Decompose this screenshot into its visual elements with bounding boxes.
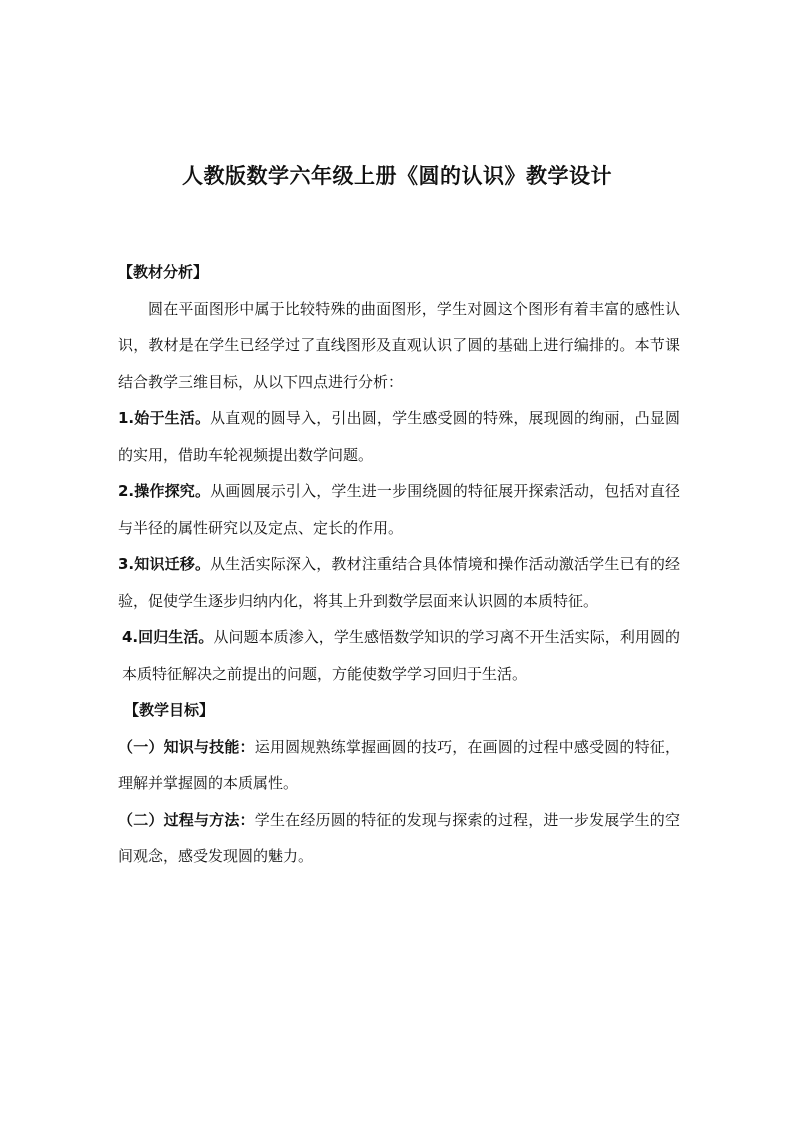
analysis-point-1-text: 从直观的圆导入，引出圆，学生感受圆的特殊，展现圆的绚丽，凸显圆的实用，借助车轮视频提出数学问题。: [118, 409, 680, 464]
analysis-point-4-text: 从问题本质渗入，学生感悟数学知识的学习离不开生活实际，利用圆的本质特征解决之前提出的问题，方能使数学学习回归于生活。: [122, 628, 680, 683]
goal-knowledge-skills-text: 运用圆规熟练掌握画圆的技巧，在画圆的过程中感受圆的特征，理解并掌握圆的本质属性。: [118, 737, 680, 792]
analysis-point-1-lead: 1.始于生活。: [118, 409, 211, 427]
document-body: [118, 254, 680, 875]
analysis-point-1: [118, 400, 680, 473]
analysis-point-4: [118, 619, 680, 692]
goal-knowledge-skills-lead: （一）知识与技能：: [118, 737, 255, 756]
analysis-point-2-text: 从画圆展示引入，学生进一步围绕圆的特征展开探索活动，包括对直径与半径的属性研究以及定点、定长的作用。: [118, 482, 680, 537]
goal-knowledge-skills: [118, 729, 680, 802]
goal-process-methods-text: 学生在经历圆的特征的发现与探索的过程，进一步发展学生的空间观念，感受发现圆的魅力。: [118, 810, 680, 865]
textbook-analysis-intro: 圆在平面图形中属于比较特殊的曲面图形，学生对圆这个图形有着丰富的感性认识，教材是在学生已经学过了直线图形及直观认识了圆的基础上进行编排的。本节课结合教学三维目标，从以下四点进行分析：: [118, 299, 680, 391]
analysis-point-2: [118, 473, 680, 546]
analysis-point-4-lead: 4.回归生活。: [122, 628, 214, 646]
section-heading-textbook-analysis: 【教材分析】: [118, 263, 209, 281]
analysis-point-3: [118, 546, 680, 619]
analysis-point-3-lead: 3.知识迁移。: [118, 555, 211, 573]
goal-process-methods: [118, 802, 680, 875]
analysis-point-2-lead: 2.操作探究。: [118, 482, 211, 500]
section-heading-teaching-goals: 【教学目标】: [124, 701, 215, 719]
document-title: 人教版数学六年级上册《圆的认识》教学设计: [182, 164, 612, 188]
goal-process-methods-lead: （二）过程与方法：: [118, 810, 255, 829]
analysis-point-3-text: 从生活实际深入，教材注重结合具体情境和操作活动激活学生已有的经验，促使学生逐步归纳内化，将其上升到数学层面来认识圆的本质特征。: [118, 555, 680, 610]
